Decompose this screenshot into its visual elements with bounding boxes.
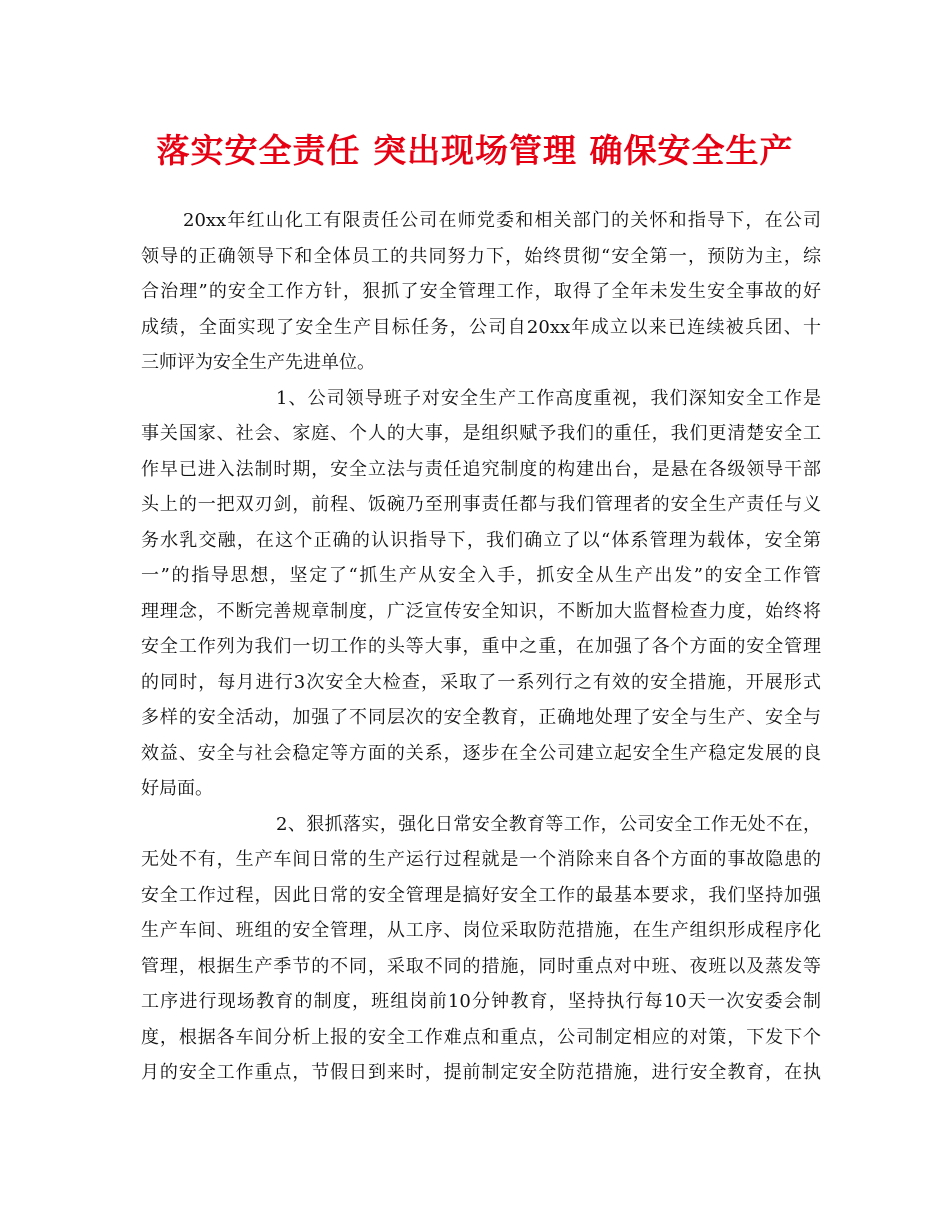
paragraph-line: 管理，根据生产季节的不同，采取不同的措施，同时重点对中班、夜班以及蒸发等	[141, 955, 821, 977]
paragraph-item-1	[141, 381, 821, 807]
paragraph-line: 效益、安全与社会稳定等方面的关系，逐步在全公司建立起安全生产稳定发展的良	[141, 742, 821, 764]
paragraph-item-2	[141, 807, 821, 1091]
paragraph-line: 20xx年红山化工有限责任公司在师党委和相关部门的关怀和指导下，在公司	[183, 210, 821, 231]
paragraph-line: 合治理”的安全工作方针，狠抓了安全管理工作，取得了全年未发生安全事故的好	[141, 281, 821, 302]
paragraph-line: 作早已进入法制时期，安全立法与责任追究制度的构建出台，是悬在各级领导干部	[141, 458, 821, 480]
paragraph-line: 多样的安全活动，加强了不同层次的安全教育，正确地处理了安全与生产、安全与	[141, 707, 821, 728]
paragraph-line: 好局面。	[141, 778, 213, 799]
paragraph-line: 工序进行现场教育的制度，班组岗前10分钟教育，坚持执行每10天一次安委会制	[141, 991, 821, 1012]
paragraph-line: 2、狠抓落实，强化日常安全教育等工作，公司安全工作无处不在，	[276, 813, 821, 835]
paragraph-line: 安全工作列为我们一切工作的头等大事，重中之重，在加强了各个方面的安全管理	[141, 636, 821, 657]
paragraph-line: 务水乳交融，在这个正确的认识指导下，我们确立了以“体系管理为载体，安全第	[141, 529, 821, 551]
paragraph-line: 头上的一把双刃剑，前程、饭碗乃至刑事责任都与我们管理者的安全生产责任与义	[141, 494, 821, 515]
paragraph-intro	[141, 203, 821, 381]
paragraph-line: 成绩，全面实现了安全生产目标任务，公司自20xx年成立以来已连续被兵团、十	[141, 316, 821, 338]
paragraph-line: 度，根据各车间分析上报的安全工作难点和重点，公司制定相应的对策，下发下个	[141, 1026, 821, 1048]
paragraph-line: 事关国家、社会、家庭、个人的大事，是组织赋予我们的重任，我们更清楚安全工	[141, 423, 821, 444]
paragraph-line: 领导的正确领导下和全体员工的共同努力下，始终贯彻“安全第一，预防为主，综	[141, 245, 821, 267]
document-body	[141, 203, 821, 1091]
document-title: 落实安全责任 突出现场管理 确保安全生产	[156, 131, 794, 170]
paragraph-line: 三师评为安全生产先进单位。	[141, 352, 375, 373]
paragraph-line: 安全工作过程，因此日常的安全管理是搞好安全工作的最基本要求，我们坚持加强	[141, 884, 821, 906]
paragraph-line: 生产车间、班组的安全管理，从工序、岗位采取防范措施，在生产组织形成程序化	[141, 920, 821, 941]
paragraph-line: 月的安全工作重点，节假日到来时，提前制定安全防范措施，进行安全教育，在执	[141, 1062, 821, 1083]
paragraph-line: 一”的指导思想，坚定了“抓生产从安全入手，抓安全从生产出发”的安全工作管	[141, 565, 821, 586]
paragraph-line: 1、公司领导班子对安全生产工作高度重视，我们深知安全工作是	[276, 387, 821, 409]
paragraph-line: 的同时，每月进行3次安全大检查，采取了一系列行之有效的安全措施，开展形式	[141, 671, 821, 693]
paragraph-line: 无处不有，生产车间日常的生产运行过程就是一个消除来自各个方面的事故隐患的	[141, 849, 821, 870]
paragraph-line: 理理念，不断完善规章制度，广泛宣传安全知识，不断加大监督检查力度，始终将	[141, 600, 821, 622]
